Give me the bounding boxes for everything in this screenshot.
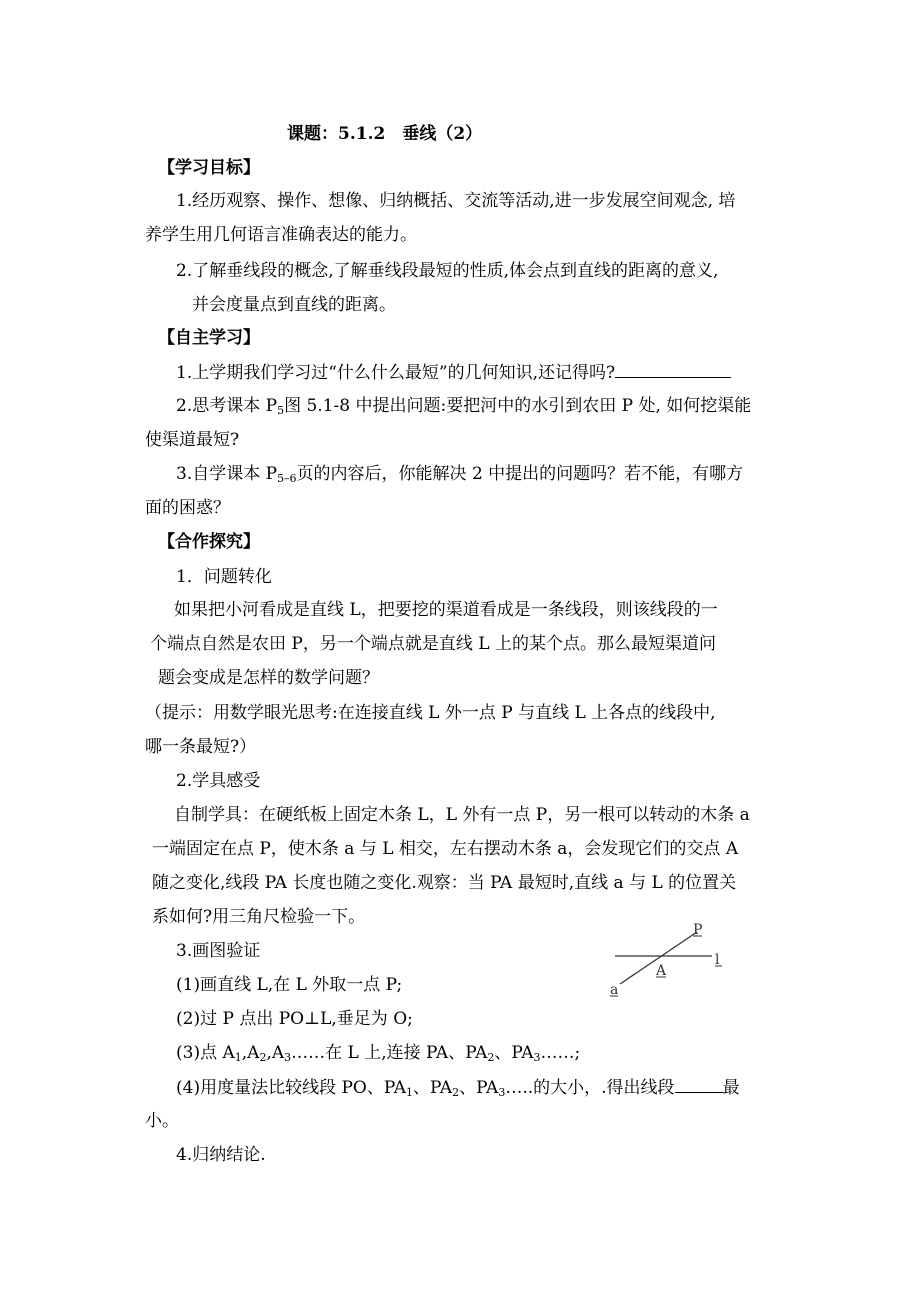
part-2-line-2: 一端固定在点 P，使木条 a 与 L 相交，左右摆动木条 a，会发现它们的交点 A	[152, 839, 739, 859]
label-a-line: a	[610, 982, 619, 998]
part-1-hint-line-1: （提示：用数学眼光思考:在连接直线 L 外一点 P 与直线 L 上各点的线段中,	[145, 703, 716, 723]
sub-2: 2	[487, 1051, 495, 1064]
part-1-line-1: 如果把小河看成是直线 L，把要挖的渠道看成是一条线段，则该线段的一	[174, 600, 718, 620]
sub-1: 1	[406, 1086, 414, 1099]
part-2-line-4: 系如何?用三角尺检验一下。	[152, 907, 366, 927]
part-1-hint-line-2: 哪一条最短?）	[145, 737, 257, 757]
part-2-title: 2.学具感受	[176, 771, 261, 791]
self-study-q2-page-sub: 5	[277, 404, 285, 417]
step-3-text-d: ……在 L 上,连接 PA、PA	[291, 1043, 488, 1063]
answer-blank-1[interactable]	[615, 361, 731, 378]
step-3-text-a: (3)点 A	[176, 1043, 235, 1063]
sub-3: 3	[498, 1086, 506, 1099]
step-3-text-f: ……;	[540, 1043, 581, 1063]
part-1-line-3: 题会变成是怎样的数学问题？	[158, 668, 379, 688]
step-4-text-c: 、PA	[459, 1078, 499, 1098]
part-2-line-1: 自制学具：在硬纸板上固定木条 L，L 外有一点 P，另一根可以转动的木条 a	[174, 805, 750, 825]
sub-3: 3	[533, 1051, 541, 1064]
self-study-q1	[176, 361, 731, 384]
section-heading-goals: 【学习目标】	[158, 158, 260, 178]
self-study-q2-text-a: 2.思考课本 P	[176, 396, 278, 416]
sub-1: 1	[234, 1051, 242, 1064]
goal-1-line-1: 1.经历观察、操作、想像、归纳概括、交流等活动,进一步发展空间观念, 培	[176, 191, 736, 211]
goal-2-line-2: 并会度量点到直线的距离。	[192, 295, 396, 315]
step-4-text-b: 、PA	[413, 1078, 453, 1098]
part-1-title: 1．问题转化	[176, 567, 272, 587]
step-3	[176, 1042, 580, 1064]
section-heading-self-study: 【自主学习】	[158, 328, 260, 348]
label-l: l	[715, 952, 720, 968]
part-1-line-2: 个端点自然是农田 P，另一个端点就是直线 L 上的某个点。那么最短渠道问	[150, 634, 716, 654]
self-study-q3-line-2: 面的困惑？	[145, 498, 230, 518]
step-4-text-e: 最	[722, 1078, 740, 1098]
step-2: (2)过 P 点出 PO⊥L,垂足为 O;	[176, 1009, 413, 1029]
step-4-line-2: 小。	[145, 1111, 179, 1131]
step-3-text-e: 、PA	[494, 1043, 534, 1063]
goal-2-line-1: 2.了解垂线段的概念,了解垂线段最短的性质,体会点到直线的距离的意义,	[176, 261, 719, 281]
goal-1-line-2: 养学生用几何语言准确表达的能力。	[145, 225, 417, 245]
label-a-point: A	[656, 963, 667, 979]
self-study-q2	[176, 395, 751, 417]
self-study-q3-text-b: 页的内容后，你能解决 2 中提出的问题吗？若不能，有哪方	[296, 464, 744, 484]
self-study-q2-line-2: 使渠道最短?	[145, 430, 240, 450]
sub-3: 3	[284, 1051, 292, 1064]
step-3-text-b: ,A	[241, 1043, 260, 1063]
sub-2: 2	[259, 1051, 267, 1064]
section-heading-cooperation: 【合作探究】	[158, 532, 260, 552]
part-3-title: 3.画图验证	[176, 941, 261, 961]
page-title: 课题：5.1.2 垂线（2）	[287, 124, 483, 144]
answer-blank-2[interactable]	[675, 1076, 723, 1093]
step-3-text-c: ,A	[266, 1043, 285, 1063]
self-study-q3-page-sub: 5–6	[277, 472, 297, 485]
sub-2: 2	[452, 1086, 460, 1099]
step-4	[176, 1076, 740, 1099]
part-4-title: 4.归纳结论.	[176, 1145, 266, 1165]
step-1: (1)画直线 L,在 L 外取一点 P;	[176, 975, 403, 995]
self-study-q1-text: 1.上学期我们学习过“什么什么最短”的几何知识,还记得吗?	[176, 363, 616, 383]
self-study-q2-text-b: 图 5.1-8 中提出问题:要把河中的水引到农田 P 处, 如何挖渠能	[284, 396, 752, 416]
label-p: P	[693, 922, 703, 938]
perpendicular-figure	[600, 918, 740, 1000]
step-4-text-d: …..的大小，.得出线段	[505, 1078, 675, 1098]
step-4-text-a: (4)用度量法比较线段 PO、PA	[176, 1078, 407, 1098]
self-study-q3	[176, 463, 743, 485]
part-2-line-3: 随之变化,线段 PA 长度也随之变化.观察：当 PA 最短时,直线 a 与 L 的位置关	[152, 873, 737, 893]
self-study-q3-text-a: 3.自学课本 P	[176, 464, 278, 484]
